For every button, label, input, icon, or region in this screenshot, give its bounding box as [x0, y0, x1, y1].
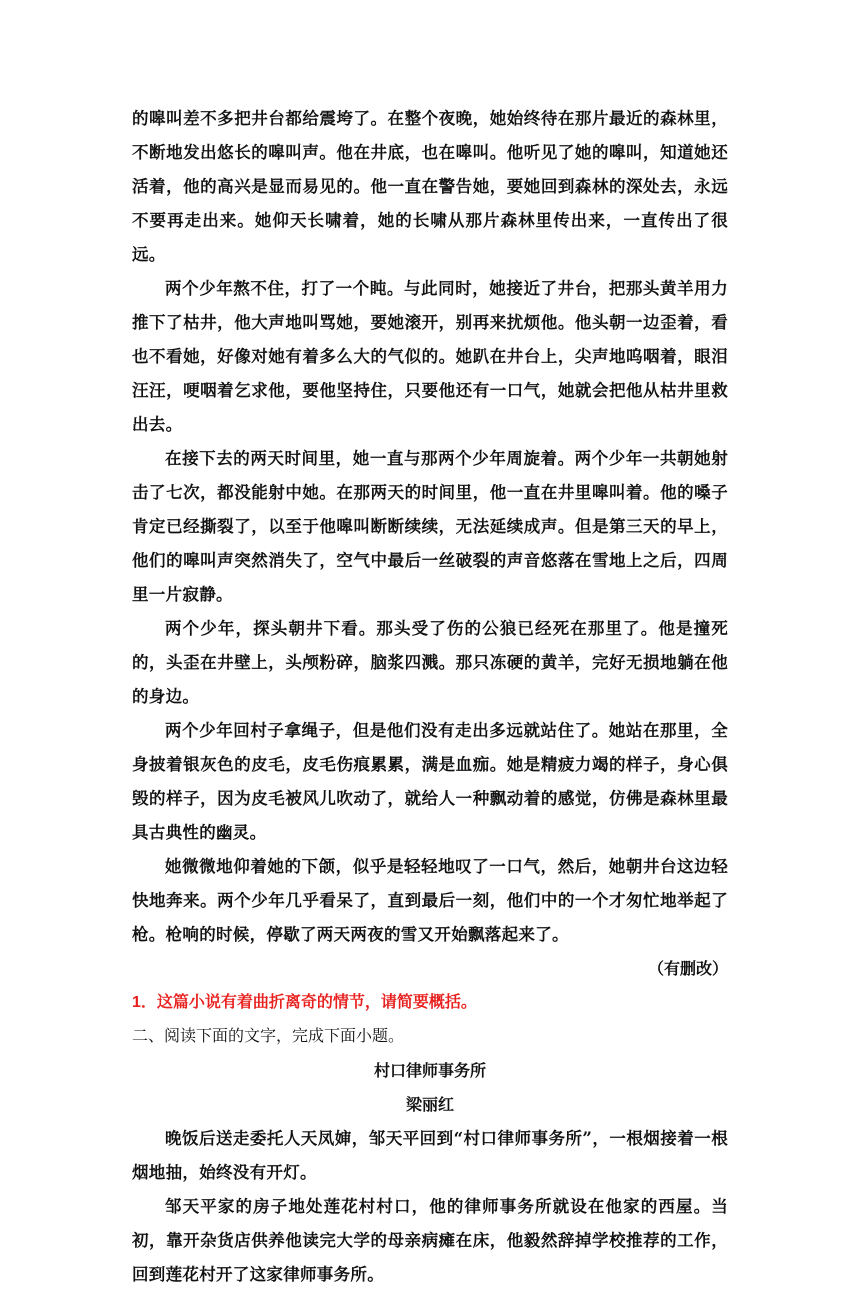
story-paragraph-2: 两个少年熬不住，打了一个盹。与此同时，她接近了井台，把那头黄羊用力推下了枯井，他大声地叫骂她，要她滚开，别再来扰烦他。他头朝一边歪着，看也不看她，好像对她有着多么大的气似的。她趴在井台上，尖声地呜咽着，眼泪汪汪，哽咽着乞求他，要他坚持住，只要他还有一口气，她就会把他从枯井里救出去。 [132, 279, 728, 434]
article-author: 梁丽红 [405, 1095, 454, 1114]
story-paragraph-1: 的嗥叫差不多把井台都给震垮了。在整个夜晚，她始终待在那片最近的森林里，不断地发出悠长的嗥叫声。他在井底，也在嗥叫。他听见了她的嗥叫，知道她还活着，他的高兴是显而易见的。他一直在警告她，要她回到森林的深处去，永远不要再走出来。她仰天长啸着，她的长啸从那片森林里传出来，一直传出了很远。 [132, 109, 728, 264]
article-paragraph-1: 晚饭后送走委托人天凤婶，邹天平回到“村口律师事务所”，一根烟接着一根烟地抽，始终没有开灯。 [132, 1129, 728, 1182]
section-heading: 二、阅读下面的文字，完成下面小题。 [132, 1028, 405, 1045]
story-paragraph-4: 两个少年，探头朝井下看。那头受了伤的公狼已经死在那里了。他是撞死的，头歪在井壁上，头颅粉碎，脑浆四溅。那只冻硬的黄羊，完好无损地躺在他的身边。 [132, 619, 728, 706]
article-paragraph-2: 邹天平家的房子地处莲花村村口，他的律师事务所就设在他家的西屋。当初，靠开杂货店供养他读完大学的母亲病瘫在床，他毅然辞掉学校推荐的工作，回到莲花村开了这家律师事务所。 [132, 1197, 728, 1284]
question-1: 1．这篇小说有着曲折离奇的情节，请简要概括。 [132, 994, 477, 1011]
source-note: （有删改） [647, 959, 728, 978]
story-paragraph-6: 她微微地仰着她的下颌，似乎是轻轻地叹了一口气，然后，她朝井台这边轻快地奔来。两个少年几乎看呆了，直到最后一刻，他们中的一个才匆忙地举起了枪。枪响的时候，停歇了两天两夜的雪又开始飘落起来了。 [132, 857, 728, 944]
story-paragraph-5: 两个少年回村子拿绳子，但是他们没有走出多远就站住了。她站在那里，全身披着银灰色的皮毛，皮毛伤痕累累，满是血痂。她是精疲力竭的样子，身心俱毁的样子，因为皮毛被风儿吹动了，就给人一种飘动着的感觉，仿佛是森林里最具古典性的幽灵。 [132, 721, 728, 842]
story-paragraph-3: 在接下去的两天时间里，她一直与那两个少年周旋着。两个少年一共朝她射击了七次，都没能射中她。在那两天的时间里，他一直在井里嗥叫着。他的嗓子肯定已经撕裂了，以至于他嗥叫断断续续，无法延续成声。但是第三天的早上，他们的嗥叫声突然消失了，空气中最后一丝破裂的声音悠落在雪地上之后，四周里一片寂静。 [132, 449, 728, 604]
article-title: 村口律师事务所 [373, 1061, 486, 1080]
